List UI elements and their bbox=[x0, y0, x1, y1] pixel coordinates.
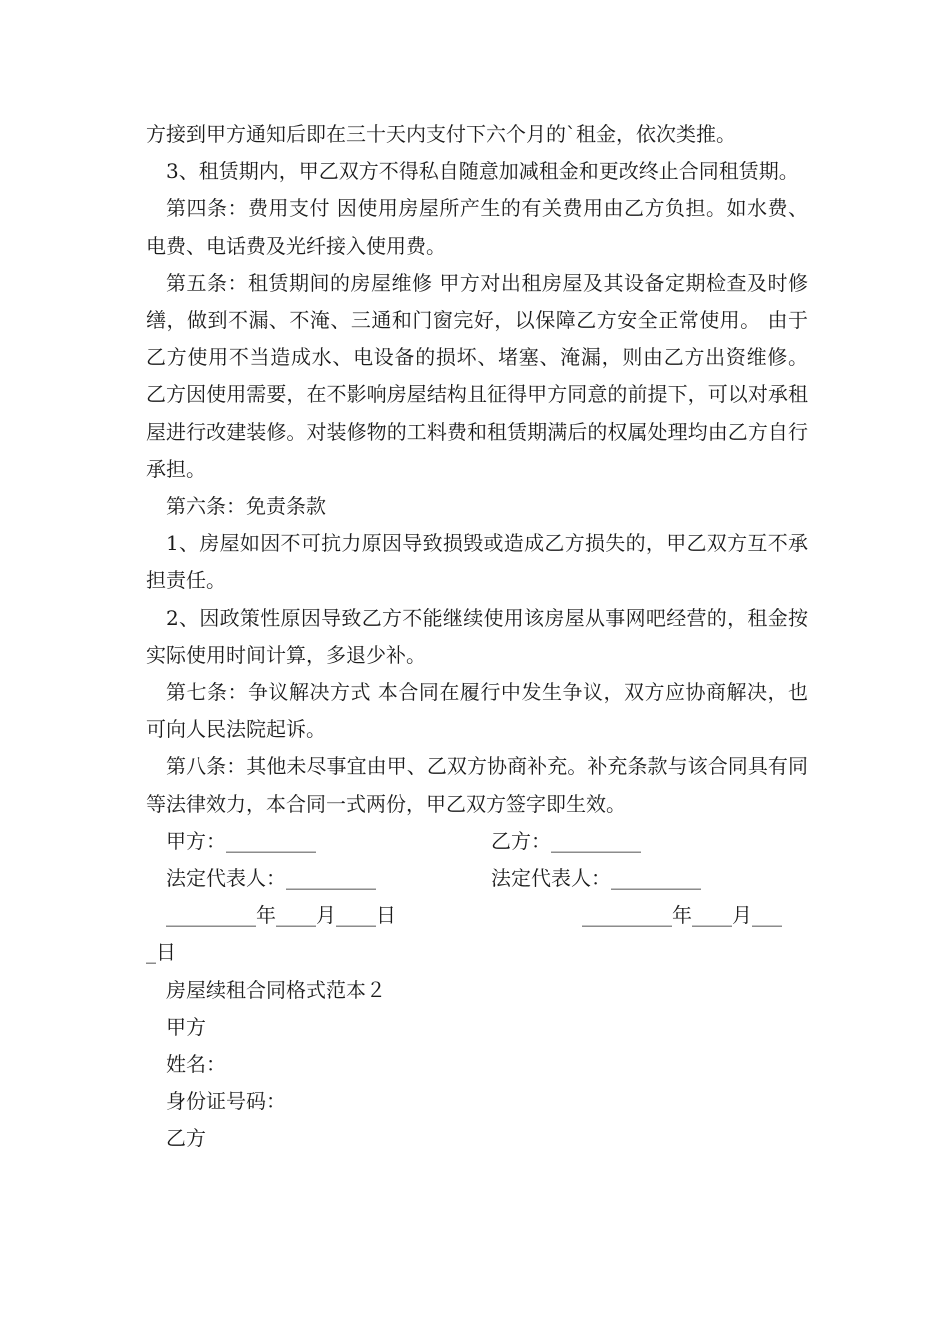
party-b-date-wrap: _日 bbox=[146, 940, 176, 965]
section-2-party-a-heading: 甲方 bbox=[166, 1014, 206, 1039]
paragraph-article-6-heading: 第六条：免责条款 bbox=[166, 494, 326, 519]
paragraph-lease-term-clause: 3、租赁期内，甲乙双方不得私自随意加减租金和更改终止合同租赁期。 bbox=[166, 159, 799, 184]
document-body bbox=[146, 116, 808, 1158]
party-a-date: _________年____月____日 bbox=[166, 903, 396, 928]
paragraph-force-majeure: 1、房屋如因不可抗力原因导致损毁或造成乙方损失的，甲乙双方互不承担责任。 bbox=[146, 531, 808, 593]
section-2-title: 房屋续租合同格式范本２ bbox=[166, 977, 386, 1002]
signature-rep-row bbox=[146, 860, 808, 897]
section-2-name-label: 姓名： bbox=[166, 1051, 226, 1076]
party-a-signature: 甲方：_________ bbox=[166, 828, 316, 853]
section-2-id-label: 身份证号码： bbox=[166, 1089, 286, 1114]
paragraph-policy-reason: 2、因政策性原因导致乙方不能继续使用该房屋从事网吧经营的，租金按实际使用时间计算，多退少补。 bbox=[146, 605, 808, 667]
party-b-date: _________年____月___ bbox=[582, 903, 782, 928]
paragraph-article-7-disputes: 第七条：争议解决方式 本合同在履行中发生争议，双方应协商解决，也可向人民法院起诉。 bbox=[146, 680, 808, 742]
signature-date-row bbox=[146, 897, 808, 934]
party-a-representative: 法定代表人：_________ bbox=[166, 866, 376, 891]
signature-party-row bbox=[146, 823, 808, 860]
paragraph-article-4-fees: 第四条：费用支付 因使用房屋所产生的有关费用由乙方负担。如水费、电费、电话费及光纤接入使用费。 bbox=[146, 196, 808, 258]
party-b-signature: 乙方：_________ bbox=[491, 828, 641, 853]
party-b-representative: 法定代表人：_________ bbox=[491, 866, 701, 891]
paragraph-rent-payment-cont: 方接到甲方通知后即在三十天内支付下六个月的`租金，依次类推。 bbox=[146, 122, 736, 146]
section-2-party-b-heading: 乙方 bbox=[166, 1126, 206, 1151]
paragraph-article-8-other: 第八条：其他未尽事宜由甲、乙双方协商补充。补充条款与该合同具有同等法律效力，本合同一式两份，甲乙双方签字即生效。 bbox=[146, 754, 808, 816]
paragraph-article-5-maintenance: 第五条：租赁期间的房屋维修 甲方对出租房屋及其设备定期检查及时修缮，做到不漏、不淹、三通和门窗完好，以保障乙方安全正常使用。 由于乙方使用不当造成水、电设备的损坏、堵塞、淹漏，则由乙方出资维修。 乙方因使用需要，在不影响房屋结构且征得甲方同意的前提下，可以对承租屋进行改建装修。对装修物的工料费和租赁期满后的权属处理均由乙方自行承担。 bbox=[146, 270, 808, 481]
